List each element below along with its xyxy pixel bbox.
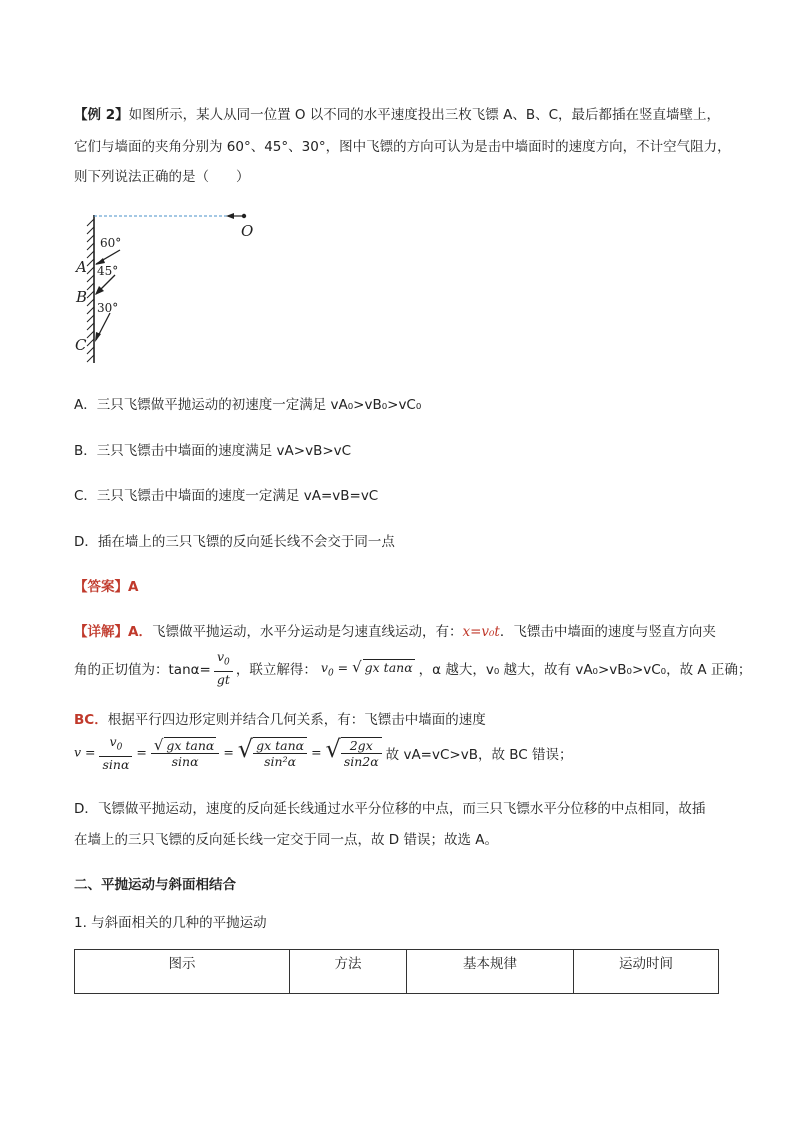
detail-text-2c: ，α 越大，v₀ 越大，故有 vA₀>vB₀>vC₀，故 A 正确； — [418, 662, 752, 678]
example-text-1: 如图所示，某人从同一位置 O 以不同的水平速度投出三枚飞镖 A、B、C，最后都插在竖直墙壁上， — [128, 107, 721, 123]
bc-result: 故 vA=vC>vB，故 BC 错误； — [385, 747, 573, 763]
detail-text-1a: 飞镖做平抛运动，水平分运动是匀速直线运动，有： — [151, 624, 463, 640]
detail-line-2 — [74, 648, 751, 688]
wall-hatching — [87, 219, 94, 362]
detail-d-line-1: D．飞镖做平抛运动，速度的反向延长线通过水平分位移的中点，而三只飞镖水平分位移的中点相同，故插 — [74, 801, 706, 817]
v0-formula: $v_0$ = √ gx tanα — [320, 657, 413, 679]
label-C: C — [75, 336, 87, 354]
tan-fraction: $\frac{v_0}{gt}$ — [214, 649, 233, 687]
detail-line-1 — [74, 620, 716, 640]
velocity-formula-line — [74, 731, 573, 775]
angle-45-label: 45° — [97, 264, 119, 278]
example-line-2: 它们与墙面的夹角分别为 60°、45°、30°，图中飞镖的方向可认为是击中墙面时的速度方向，不计空气阻力， — [74, 139, 731, 155]
velocity-formula: v = $\frac{v_0}{\sin\alpha}$ = $\frac{\text{√ gx tanα}}{\sin\alpha}$ = √ $\frac{\text{gx tanα}}{\text{sin²α}}$ = √ $\frac{2gx}{\sin 2\alpha}$ — [74, 734, 382, 772]
example-line-1 — [74, 103, 720, 123]
detail-text-2b: ，联立解得： — [235, 662, 317, 678]
detail-d-line-2: 在墙上的三只飞镖的反向延长线一定交于同一点，故 D 错误；故选 A。 — [74, 832, 499, 848]
detail-formula-x: x=v₀t — [462, 624, 500, 640]
option-D: D．插在墙上的三只飞镖的反向延长线不会交于同一点 — [74, 534, 395, 550]
method-table — [74, 949, 719, 994]
detail-text-2a: 角的正切值为：tanα= — [74, 662, 211, 678]
example-tag: 【例 2】 — [74, 107, 129, 123]
label-B: B — [76, 288, 88, 306]
bc-text: 根据平行四边形定则并结合几何关系，有：飞镖击中墙面的速度 — [107, 712, 486, 728]
option-B: B．三只飞镖击中墙面的速度满足 vA>vB>vC — [74, 443, 352, 459]
option-A: A．三只飞镖做平抛运动的初速度一定满足 vA₀>vB₀>vC₀ — [74, 397, 422, 413]
detail-tag: 【详解】A． — [74, 624, 152, 640]
table-header-cell: 方法 — [290, 950, 407, 994]
section-title: 二、平抛运动与斜面相结合 — [74, 877, 236, 893]
table-header-cell: 运动时间 — [574, 950, 719, 994]
table-header-cell: 基本规律 — [407, 950, 574, 994]
angle-60-label: 60° — [100, 236, 122, 250]
example-line-3: 则下列说法正确的是（ ） — [74, 169, 250, 185]
table-header-cell: 图示 — [75, 950, 290, 994]
section-subtitle: 1. 与斜面相关的几种的平抛运动 — [74, 915, 267, 931]
point-O-dot — [242, 214, 246, 218]
bc-tag: BC． — [74, 712, 108, 728]
angle-30-label: 30° — [97, 301, 119, 315]
throw-arrow-head — [226, 213, 234, 219]
dart-wall-figure — [70, 205, 270, 370]
table-header-row — [75, 950, 719, 994]
label-A: A — [76, 258, 87, 276]
label-O: O — [241, 222, 254, 240]
option-C: C．三只飞镖击中墙面的速度一定满足 vA=vB=vC — [74, 488, 379, 504]
detail-bc-line — [74, 708, 486, 728]
answer-label: 【答案】A — [74, 579, 139, 595]
detail-text-1c: ．飞镖击中墙面的速度与竖直方向夹 — [499, 624, 716, 640]
